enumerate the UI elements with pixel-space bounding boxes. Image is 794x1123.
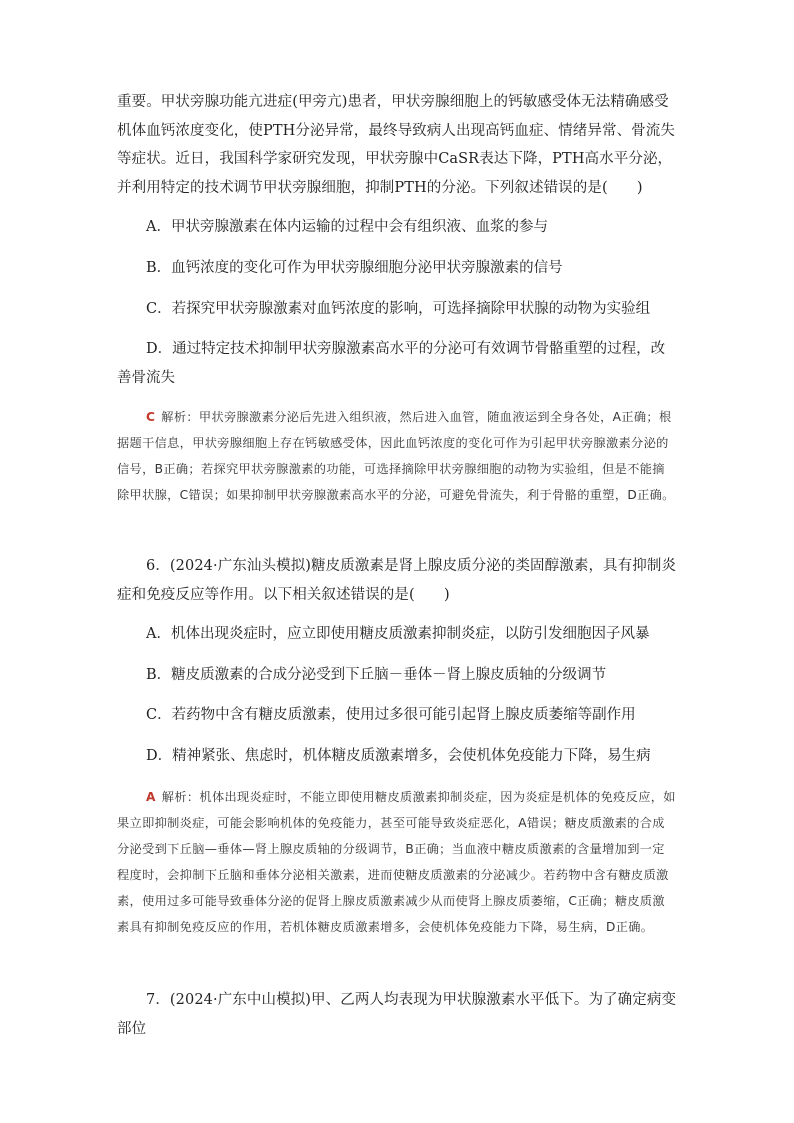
question-5-stem: 重要。甲状旁腺功能亢进症(甲旁亢)患者，甲状旁腺细胞上的钙敏感受体无法精确感受机体血钙浓度变化，使PTH分泌异常，最终导致病人出现高钙血症、情绪异常、骨流失等症状。近日，我国科学家研究发现，甲状旁腺中CaSR表达下降，PTH高水平分泌，并利用特定的技术调节甲状旁腺细胞，抑制PTH的分泌。下列叙述错误的是( ) — [117, 94, 675, 196]
answer-badge: C — [146, 410, 156, 424]
explanation-text: 解析：机体出现炎症时，不能立即使用糖皮质激素抑制炎症，因为炎症是机体的免疫反应，如果立即抑制炎症，可能会影响机体的免疫能力，甚至可能导致炎症恶化，A错误；糖皮质激素的合成分泌受到下丘脑—垂体—肾上腺皮质轴的分级调节，B正确；当血液中糖皮质激素的含量增加到一定程度时，会抑制下丘脑和垂体分泌相关激素，进而使糖皮质激素的分泌减少。若药物中含有糖皮质激素，使用过多可能导致垂体分泌的促肾上腺皮质激素减少从而使肾上腺皮质萎缩，C正确；糖皮质激素具有抑制免疫反应的作用，若机体糖皮质激素增多，会使机体免疫能力下降，易生病，D正确。 — [117, 790, 676, 934]
question-6-explanation — [117, 784, 677, 940]
question-6-stem: 6．(2024·广东汕头模拟)糖皮质激素是肾上腺皮质分泌的类固醇激素，具有抑制炎症和免疫反应等作用。以下相关叙述错误的是( ) — [117, 558, 677, 603]
question-5-option-d: D．通过特定技术抑制甲状旁腺激素高水平的分泌可有效调节骨骼重塑的过程，改善骨流失 — [117, 341, 666, 386]
question-6-option-b: B．糖皮质激素的合成分泌受到下丘脑－垂体－肾上腺皮质轴的分级调节 — [146, 667, 607, 683]
question-7-stem: 7．(2024·广东中山模拟)甲、乙两人均表现为甲状腺激素水平低下。为了确定病变部位 — [117, 992, 677, 1037]
question-6-option-d: D．精神紧张、焦虑时，机体糖皮质激素增多，会使机体免疫能力下降，易生病 — [146, 748, 651, 764]
question-5-option-b: B．血钙浓度的变化可作为甲状旁腺细胞分泌甲状旁腺激素的信号 — [146, 260, 563, 276]
explanation-text: 解析：甲状旁腺激素分泌后先进入组织液，然后进入血管，随血液运到全身各处，A正确；根据题干信息，甲状旁腺细胞上存在钙敏感受体，因此血钙浓度的变化可作为引起甲状旁腺激素分泌的信号，B正确；若探究甲状旁腺激素的功能，可选择摘除甲状旁腺细胞的动物为实验组，但是不能摘除甲状腺，C错误；如果抑制甲状旁腺激素高水平的分泌，可避免骨流失，利于骨骼的重塑，D正确。 — [117, 410, 675, 502]
question-6-option-a: A．机体出现炎症时，应立即使用糖皮质激素抑制炎症，以防引发细胞因子风暴 — [146, 626, 650, 642]
answer-badge: A — [146, 790, 156, 804]
question-5-explanation — [117, 404, 677, 508]
question-5-option-a: A．甲状旁腺激素在体内运输的过程中会有组织液、血浆的参与 — [146, 219, 548, 235]
question-6-option-c: C．若药物中含有糖皮质激素，使用过多很可能引起肾上腺皮质萎缩等副作用 — [146, 707, 636, 723]
question-5-option-c: C．若探究甲状旁腺激素对血钙浓度的影响，可选择摘除甲状腺的动物为实验组 — [146, 301, 651, 317]
